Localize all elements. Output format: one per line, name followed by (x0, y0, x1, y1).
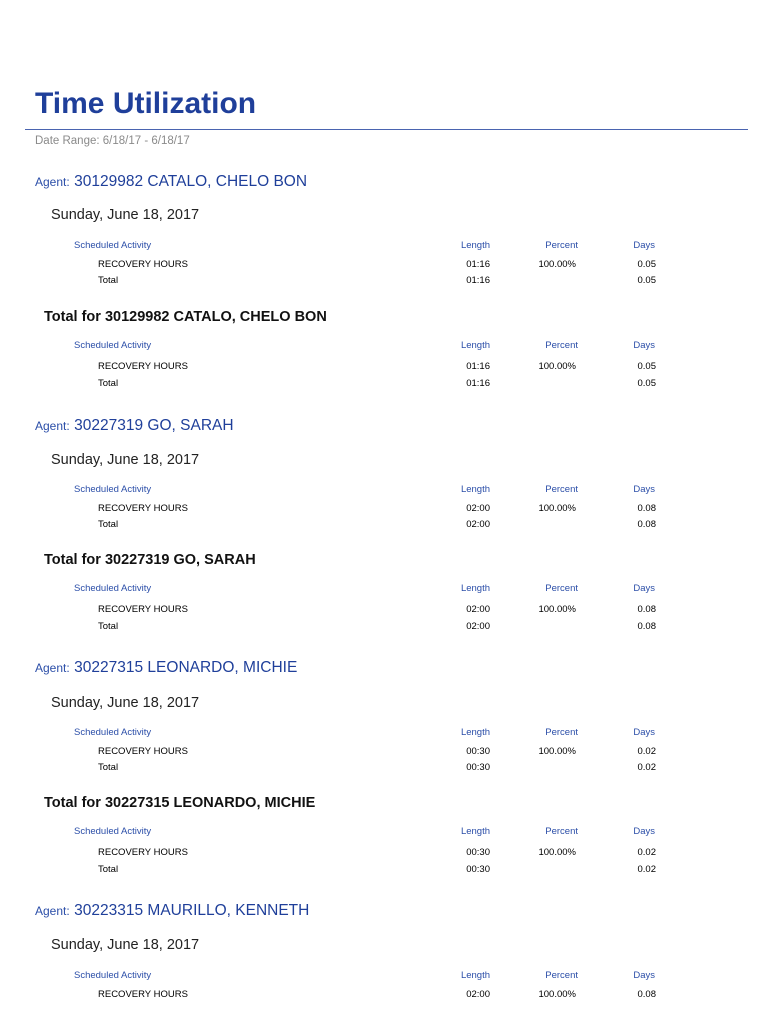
total-row-days: 0.02 (637, 864, 656, 875)
agent-heading (35, 901, 309, 921)
row-length: 01:16 (466, 361, 490, 372)
total-row-days: 0.08 (637, 519, 656, 530)
row-activity: RECOVERY HOURS (98, 503, 188, 514)
total-row-days: 0.02 (637, 762, 656, 773)
col-header-length: Length (460, 484, 490, 495)
col-header-length: Length (460, 340, 490, 351)
row-activity: RECOVERY HOURS (98, 989, 188, 1000)
agent-name: 30223315 MAURILLO, KENNETH (74, 902, 310, 919)
total-row-label: Total (98, 621, 119, 632)
row-days: 0.02 (637, 746, 656, 757)
date-range: Date Range: 6/18/17 - 6/18/17 (35, 135, 190, 147)
col-header-days: Days (633, 340, 655, 351)
total-row-days: 0.05 (637, 378, 656, 389)
total-row-label: Total (98, 378, 119, 389)
col-header-percent: Percent (545, 727, 578, 738)
col-header-length: Length (460, 583, 490, 594)
row-length: 02:00 (466, 604, 490, 615)
row-percent: 100.00% (538, 604, 576, 615)
col-header-length: Length (460, 240, 490, 251)
col-header-activity: Scheduled Activity (74, 340, 152, 351)
total-table (0, 826, 768, 886)
agent-heading (35, 416, 234, 436)
row-activity: RECOVERY HOURS (98, 604, 188, 615)
report-title: Time Utilization (35, 87, 257, 120)
col-header-days: Days (633, 240, 655, 251)
row-percent: 100.00% (538, 503, 576, 514)
row-length: 02:00 (466, 503, 490, 514)
col-header-days: Days (633, 826, 655, 837)
col-header-days: Days (633, 727, 655, 738)
activity-table (0, 727, 768, 787)
day-heading: Sunday, June 18, 2017 (51, 937, 200, 953)
row-activity: RECOVERY HOURS (98, 361, 188, 372)
col-header-percent: Percent (545, 826, 578, 837)
title-divider (25, 129, 748, 130)
agent-name: 30129982 CATALO, CHELO BON (74, 173, 308, 190)
agent-heading (35, 172, 307, 192)
row-activity: RECOVERY HOURS (98, 746, 188, 757)
col-header-activity: Scheduled Activity (74, 727, 152, 738)
row-activity: RECOVERY HOURS (98, 847, 188, 858)
col-header-days: Days (633, 484, 655, 495)
col-header-percent: Percent (545, 240, 578, 251)
row-length: 01:16 (466, 259, 490, 270)
total-row-length: 02:00 (466, 519, 490, 530)
row-percent: 100.00% (538, 361, 576, 372)
row-percent: 100.00% (538, 989, 576, 1000)
col-header-percent: Percent (545, 970, 578, 981)
row-percent: 100.00% (538, 746, 576, 757)
agent-label: Agent: (35, 175, 70, 189)
row-days: 0.05 (637, 361, 656, 372)
total-row-label: Total (98, 864, 119, 875)
row-days: 0.05 (637, 259, 656, 270)
col-header-length: Length (460, 727, 490, 738)
agent-total-heading: Total for 30227315 LEONARDO, MICHIE (44, 795, 316, 811)
agent-total-heading: Total for 30129982 CATALO, CHELO BON (44, 309, 327, 325)
row-days: 0.02 (637, 847, 656, 858)
row-length: 00:30 (466, 746, 490, 757)
row-percent: 100.00% (538, 259, 576, 270)
total-row-label: Total (98, 275, 119, 286)
total-row-length: 01:16 (466, 275, 490, 286)
col-header-length: Length (460, 970, 490, 981)
total-row-label: Total (98, 519, 119, 530)
row-length: 00:30 (466, 847, 490, 858)
total-row-length: 00:30 (466, 762, 490, 773)
col-header-days: Days (633, 970, 655, 981)
agent-name: 30227315 LEONARDO, MICHIE (74, 659, 298, 676)
activity-table (0, 240, 768, 300)
row-percent: 100.00% (538, 847, 576, 858)
row-days: 0.08 (637, 604, 656, 615)
col-header-activity: Scheduled Activity (74, 240, 152, 251)
col-header-activity: Scheduled Activity (74, 583, 152, 594)
activity-table (0, 484, 768, 544)
col-header-activity: Scheduled Activity (74, 826, 152, 837)
agent-label: Agent: (35, 661, 70, 675)
agent-heading (35, 658, 297, 678)
col-header-activity: Scheduled Activity (74, 970, 152, 981)
total-table (0, 583, 768, 643)
col-header-percent: Percent (545, 340, 578, 351)
agent-label: Agent: (35, 419, 70, 433)
col-header-days: Days (633, 583, 655, 594)
agent-label: Agent: (35, 904, 70, 918)
activity-table (0, 970, 768, 1030)
total-row-days: 0.05 (637, 275, 656, 286)
col-header-length: Length (460, 826, 490, 837)
day-heading: Sunday, June 18, 2017 (51, 207, 200, 223)
day-heading: Sunday, June 18, 2017 (51, 452, 200, 468)
row-days: 0.08 (637, 989, 656, 1000)
total-row-days: 0.08 (637, 621, 656, 632)
col-header-activity: Scheduled Activity (74, 484, 152, 495)
row-days: 0.08 (637, 503, 656, 514)
row-activity: RECOVERY HOURS (98, 259, 188, 270)
total-row-length: 01:16 (466, 378, 490, 389)
col-header-percent: Percent (545, 484, 578, 495)
total-row-label: Total (98, 762, 119, 773)
agent-total-heading: Total for 30227319 GO, SARAH (44, 552, 256, 568)
total-row-length: 00:30 (466, 864, 490, 875)
total-row-length: 02:00 (466, 621, 490, 632)
day-heading: Sunday, June 18, 2017 (51, 695, 200, 711)
total-table (0, 340, 768, 400)
row-length: 02:00 (466, 989, 490, 1000)
agent-name: 30227319 GO, SARAH (74, 417, 234, 434)
col-header-percent: Percent (545, 583, 578, 594)
